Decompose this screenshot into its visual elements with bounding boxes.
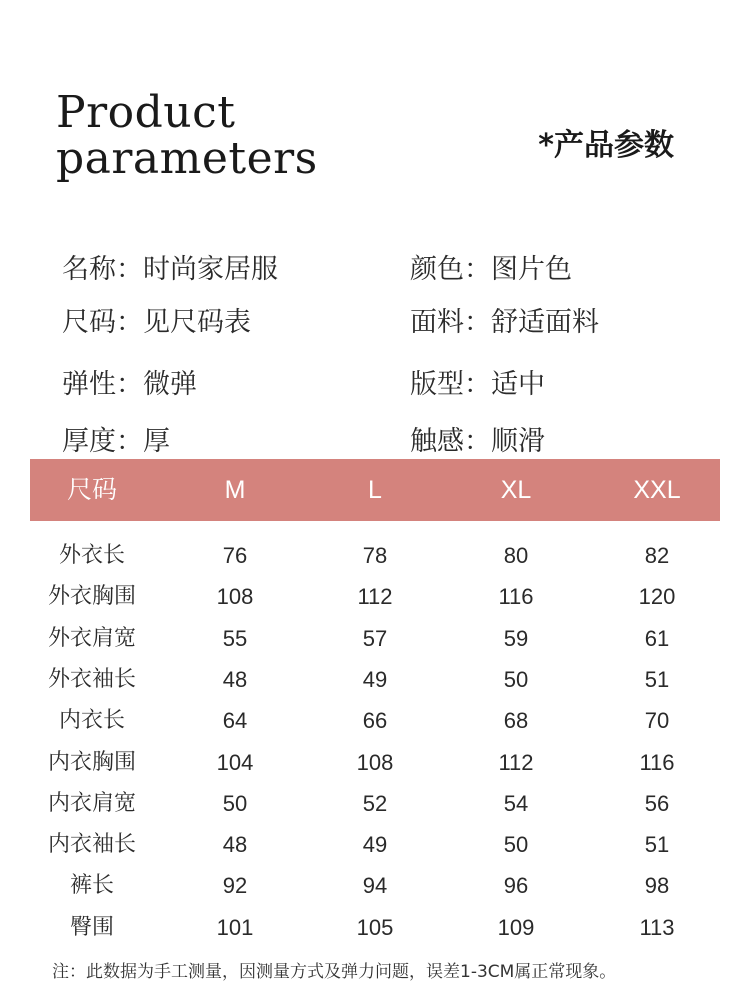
row-value: 96 [503,873,529,899]
param-label: 触感： [410,426,491,457]
param-value: 见尺码表 [143,307,251,338]
header-xxl: XXL [633,476,681,504]
header-size: 尺码 [66,476,117,504]
row-label: 臀围 [69,914,114,940]
row-value: 92 [222,873,248,899]
size-table-header [30,459,720,521]
row-value: 120 [638,584,676,610]
param-touch [410,419,545,458]
row-value: 116 [639,749,675,775]
row-value: 61 [644,625,670,651]
param-fabric [410,300,599,339]
param-elasticity [62,362,197,401]
row-value: 109 [497,914,535,940]
title-line-1: Product [56,87,236,138]
row-label: 外衣胸围 [47,584,136,610]
header-xl: XL [500,476,532,504]
row-value: 50 [503,666,529,692]
table-row [0,659,750,700]
table-row [0,700,750,741]
param-label: 版型： [410,369,491,400]
table-row [0,742,750,783]
row-value: 113 [639,914,675,940]
param-label: 颜色： [410,254,491,285]
param-value: 顺滑 [491,426,545,457]
param-value: 图片色 [491,254,572,285]
row-value: 50 [222,790,248,816]
title-chinese: *产品参数 [538,128,674,163]
table-row [0,865,750,906]
row-value: 68 [503,708,529,734]
row-value: 49 [362,666,388,692]
row-value: 59 [503,625,529,651]
table-row [0,824,750,865]
param-value: 舒适面料 [491,307,599,338]
table-row [0,618,750,659]
param-color [410,247,572,286]
row-label: 外衣长 [58,543,125,568]
row-value: 80 [503,543,529,568]
row-value: 51 [644,666,670,692]
row-value: 78 [362,543,388,568]
row-value: 94 [362,873,388,899]
row-value: 55 [222,625,248,651]
row-value: 52 [362,790,388,816]
row-value: 66 [362,708,388,734]
row-value: 51 [644,832,670,858]
row-value: 116 [498,584,534,610]
table-row [0,783,750,824]
param-label: 尺码： [62,307,143,338]
param-label: 名称： [62,254,143,285]
row-value: 48 [222,666,248,692]
param-size [62,300,251,339]
param-value: 时尚家居服 [143,254,278,285]
row-value: 98 [644,873,670,899]
row-value: 57 [362,625,388,651]
row-value: 108 [216,584,254,610]
param-label: 厚度： [62,426,143,457]
header-l: L [368,476,382,504]
row-value: 76 [222,543,248,568]
row-label: 裤长 [69,873,114,899]
row-value: 82 [644,543,670,568]
row-value: 54 [503,790,529,816]
header-m: M [224,476,246,504]
row-value: 104 [216,749,254,775]
title-line-2: parameters [56,133,318,184]
row-value: 70 [644,708,670,734]
row-label: 内衣长 [58,708,125,734]
param-value: 微弹 [143,369,197,400]
measurement-note: 注：此数据为手工测量，因测量方式及弹力问题，误差1-3CM属正常现象。 [52,962,617,982]
row-value: 108 [356,749,394,775]
param-value: 厚 [143,426,170,457]
table-row [0,576,750,617]
param-label: 面料： [410,307,491,338]
row-value: 56 [644,790,670,816]
row-value: 48 [222,832,248,858]
row-value: 50 [503,832,529,858]
row-value: 64 [222,708,248,734]
row-label: 内衣袖长 [47,832,136,858]
param-fit [410,362,545,401]
title-english [56,87,318,184]
param-label: 弹性： [62,369,143,400]
row-value: 101 [216,914,254,940]
row-label: 内衣胸围 [47,749,136,775]
table-row [0,535,750,576]
param-value: 适中 [491,369,545,400]
row-label: 外衣袖长 [47,666,136,692]
row-label: 内衣肩宽 [47,790,136,816]
row-value: 112 [357,584,393,610]
param-thickness [62,419,170,458]
row-label: 外衣肩宽 [47,625,136,651]
row-value: 112 [498,749,534,775]
table-row [0,907,750,948]
row-value: 105 [356,914,394,940]
row-value: 49 [362,832,388,858]
param-name [62,247,278,286]
